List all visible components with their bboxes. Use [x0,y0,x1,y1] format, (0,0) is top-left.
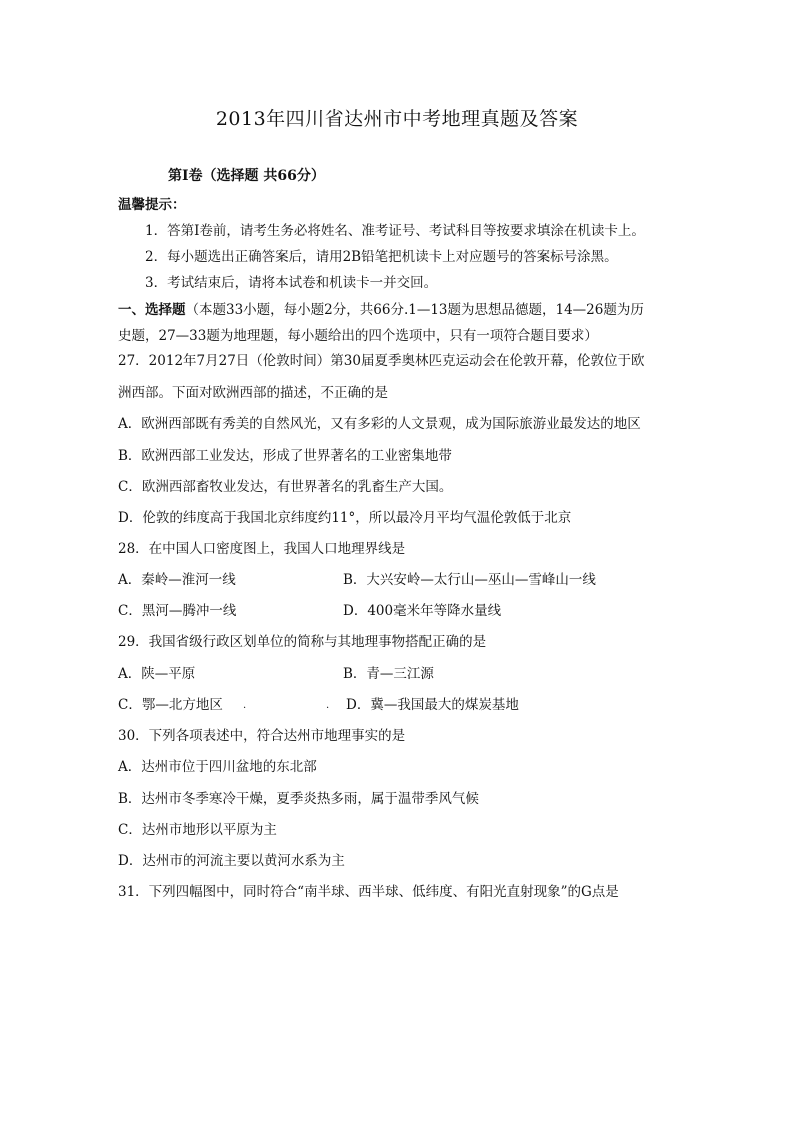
q28-option-b: B．大兴安岭—太行山—巫山—雪峰山一线 [343,572,596,588]
q30-option-a: A．达州市位于四川盆地的东北部 [118,759,317,775]
q29-option-b: B．青—三江源 [343,666,434,682]
q30-option-b: B．达州市冬季寒冷干燥，夏季炎热多雨，属于温带季风气候 [118,791,479,807]
document-title: 2013年四川省达州市中考地理真题及答案 [215,108,579,130]
q27-option-a: A．欧洲西部既有秀美的自然风光，又有多彩的人文景观，成为国际旅游业最发达的地区 [118,416,641,432]
q27-option-d: D．伦敦的纬度高于我国北京纬度约11°，所以最冷月平均气温伦敦低于北京 [118,510,572,526]
stray-dot-mark: . [326,700,330,711]
part-instructions-line-1 [118,301,644,319]
part-label: 一、选择题 [118,302,186,318]
q27-stem-2: 洲西部。下面对欧洲西部的描述，不正确的是 [118,385,388,401]
q28-option-c: C．黑河—腾冲一线 [118,603,237,619]
q29-option-d: D．冀—我国最大的煤炭基地 [346,697,519,713]
q30-stem: 30．下列各项表述中，符合达州市地理事实的是 [118,728,406,744]
q27-stem-1: 27．2012年7月27日（伦敦时间）第30届夏季奥林匹克运动会在伦敦开幕，伦敦位于欧 [118,353,645,369]
part-desc-2: 史题，27—33题为地理题，每小题给出的四个选项中，只有一项符合题目要求） [118,328,598,344]
tip-1: 1．答第Ⅰ卷前，请考生务必将姓名、准考证号、考试科目等按要求填涂在机读卡上。 [145,223,645,239]
q28-option-a: A．秦岭—淮河一线 [118,572,236,588]
q29-stem: 29．我国省级行政区划单位的简称与其地理事物搭配正确的是 [118,634,487,650]
q30-option-d: D．达州市的河流主要以黄河水系为主 [118,853,345,869]
q29-option-a: A．陕—平原 [118,666,196,682]
part-desc-1: （本题33小题，每小题2分，共66分.1—13题为思想品德题，14—26题为历 [185,302,644,318]
q28-stem: 28．在中国人口密度图上，我国人口地理界线是 [118,541,406,557]
tip-3: 3．考试结束后，请将本试卷和机读卡一并交回。 [145,275,438,291]
q27-option-b: B．欧洲西部工业发达，形成了世界著名的工业密集地带 [118,448,452,464]
q28-option-d: D．400毫米年等降水量线 [343,603,502,619]
section-title: 第Ⅰ卷（选择题 共66分） [168,168,325,184]
stray-dot-mark: . [243,700,247,711]
q29-option-c: C．鄂—北方地区 [118,697,223,713]
q31-stem: 31．下列四幅图中，同时符合“南半球、西半球、低纬度、有阳光直射现象”的G点是 [118,884,619,900]
q30-option-c: C．达州市地形以平原为主 [118,822,277,838]
tips-heading: 温馨提示： [118,197,186,213]
tip-2: 2．每小题选出正确答案后，请用2B铅笔把机读卡上对应题号的答案标号涂黑。 [145,249,618,265]
q27-option-c: C．欧洲西部畜牧业发达，有世界著名的乳畜生产大国。 [118,479,453,495]
